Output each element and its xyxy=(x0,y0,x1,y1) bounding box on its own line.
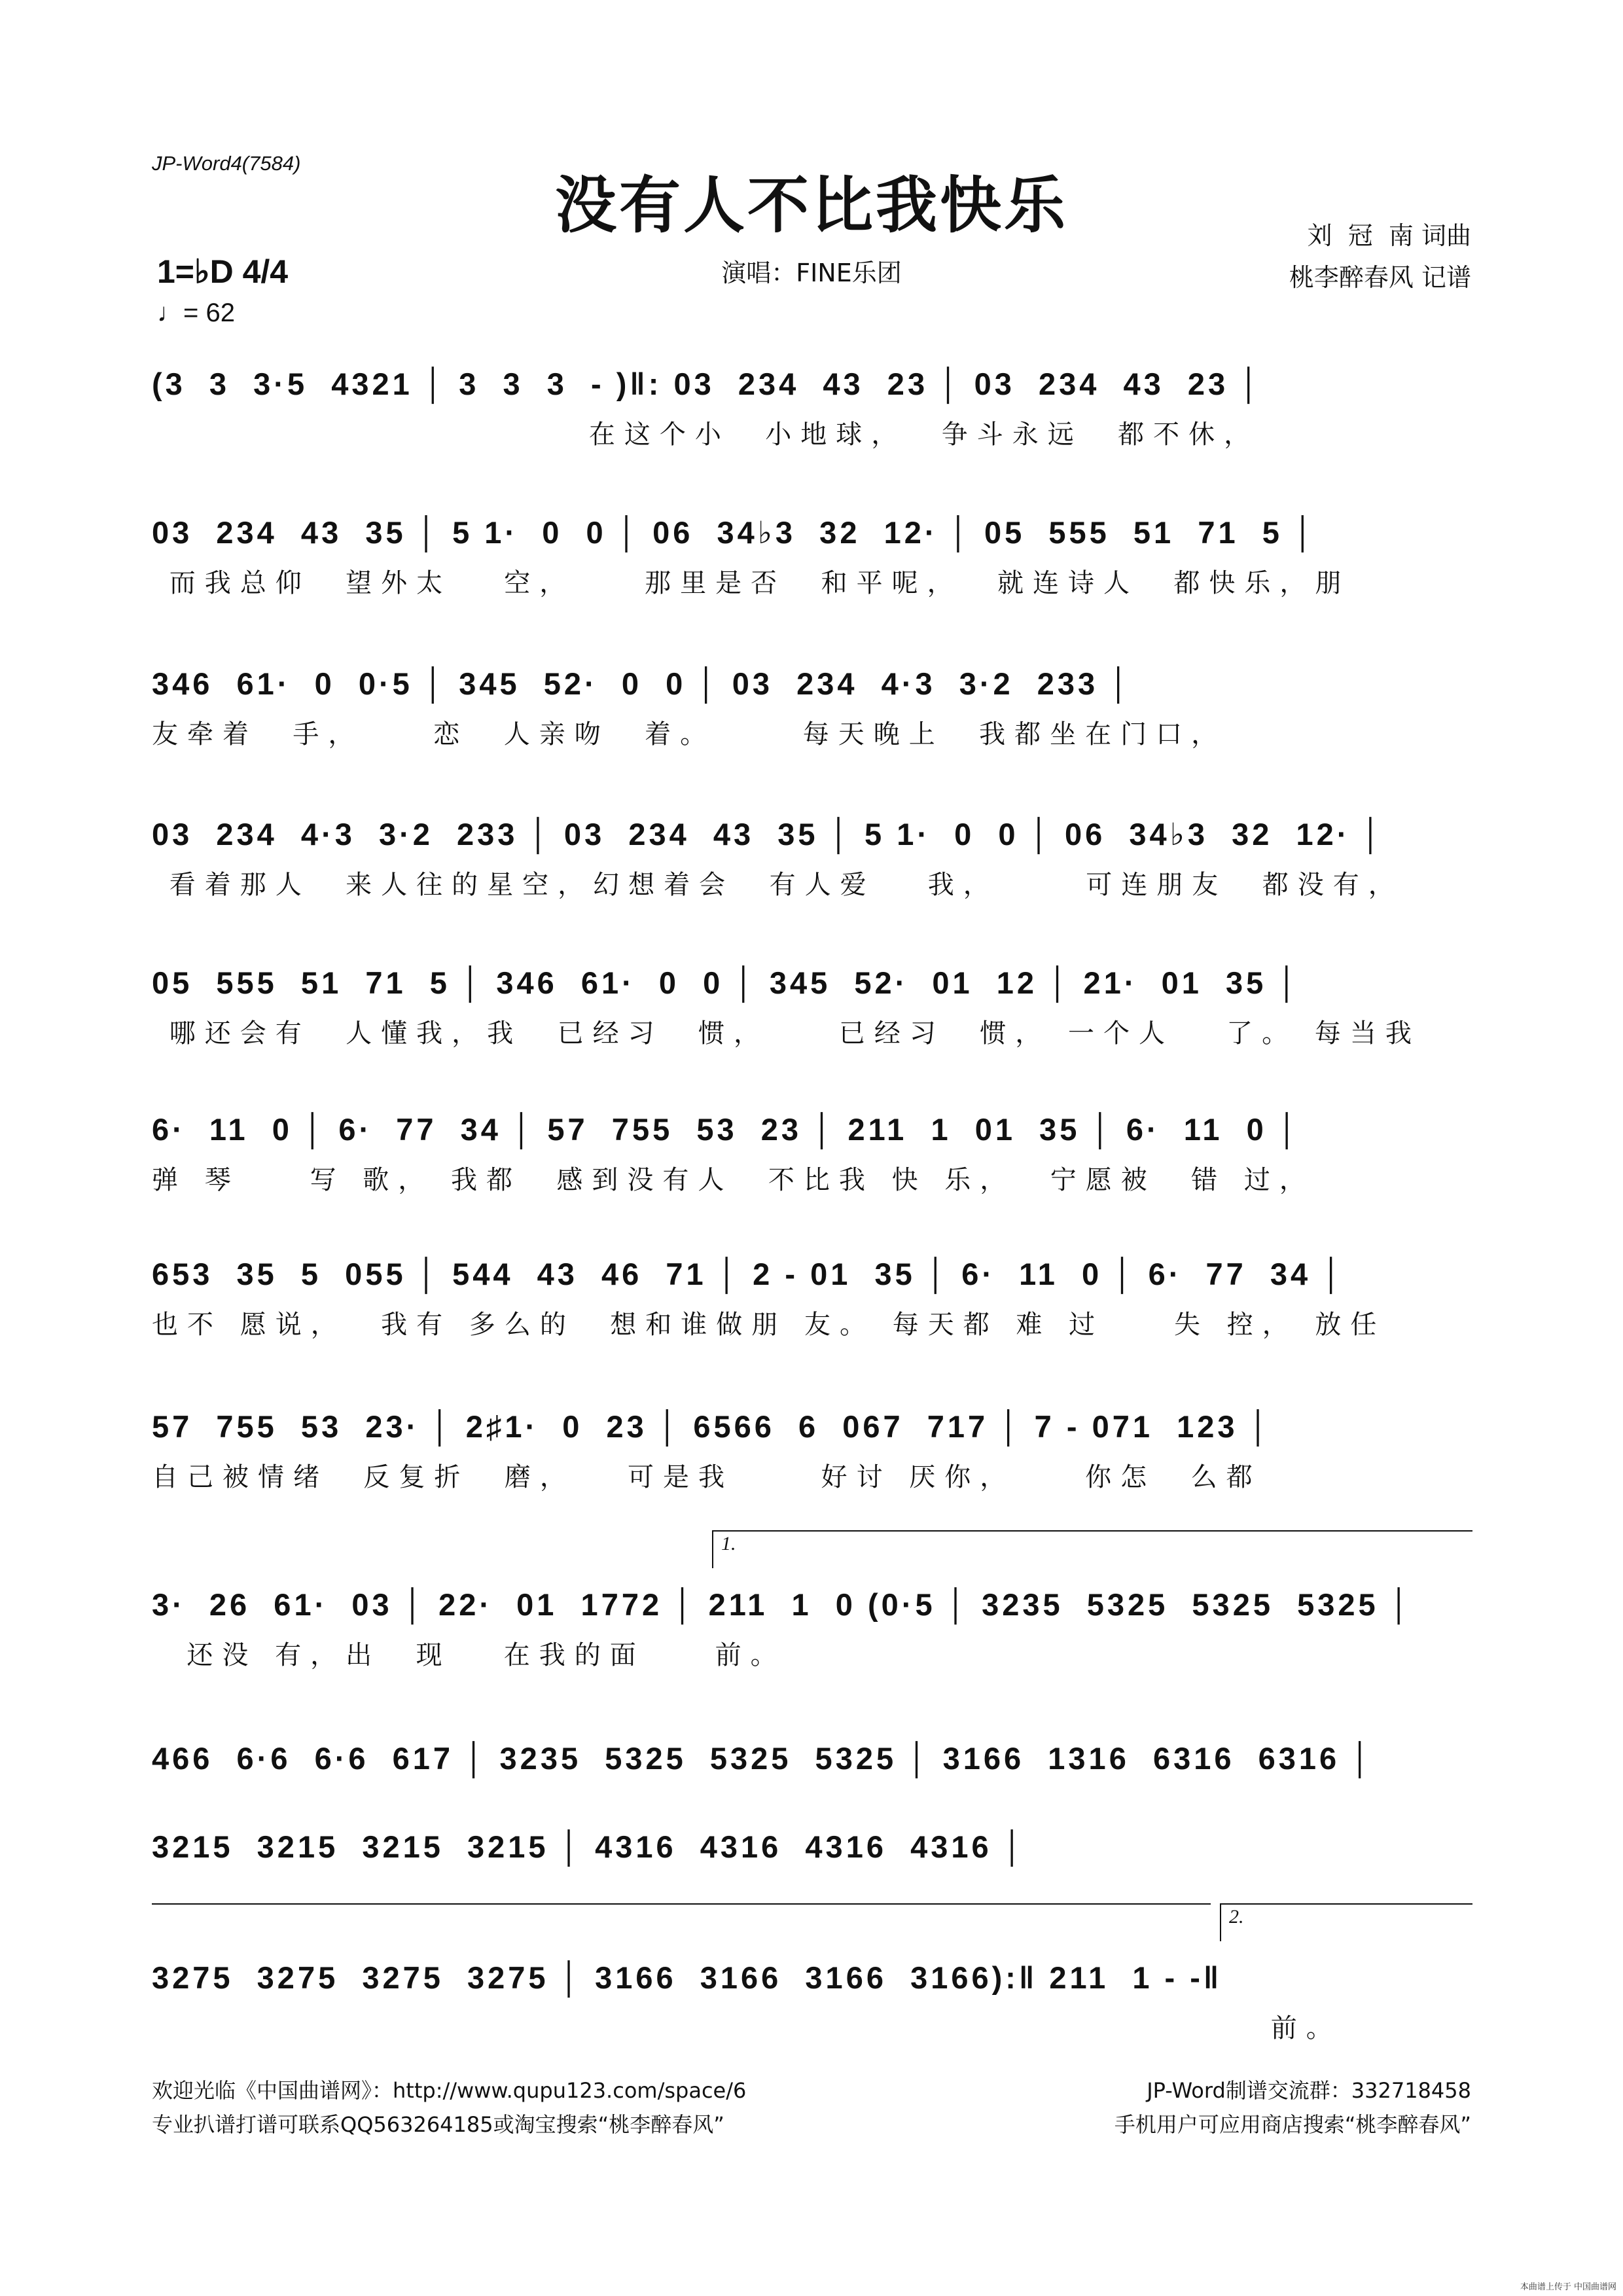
composer-credit: 刘 冠 南 词曲 xyxy=(1307,221,1471,250)
notation-line: 3275 3275 3275 3275 │ 3166 3166 3166 3166):‖ 211 1 - -‖ xyxy=(152,1960,1222,1995)
transcriber-credit: 桃李醉春风 记谱 xyxy=(1289,263,1471,292)
first-ending-label: 1. xyxy=(721,1533,736,1554)
group-number-text: JP-Word制谱交流群：332718458 xyxy=(1147,2078,1471,2103)
score-system xyxy=(152,663,1471,768)
lyrics-line: 而我总仰 望外太 空， 那里是否 和平呢， 就连诗人 都快乐，朋 xyxy=(152,568,1351,598)
lyrics-line: 弹 琴 写 歌， 我都 感到没有人 不比我 快 乐， 宁愿被 错 过， xyxy=(152,1165,1315,1195)
notation-line: 05 555 51 71 5 │ 346 61· 0 0 │ 345 52· 01 12 │ 21· 01 35 │ xyxy=(152,965,1301,1000)
notation-line: 57 755 53 23· │ 2♯1· 0 23 │ 6566 6 067 717 │ 7 - 071 123 │ xyxy=(152,1409,1272,1444)
score-system xyxy=(152,1406,1471,1511)
notation-line: 03 234 43 35 │ 5 1· 0 0 │ 06 34♭3 32 12· │ 05 555 51 71 5 │ xyxy=(152,515,1317,550)
notation-line: (3 3 3·5 4321 │ 3 3 3 - )‖: 03 234 43 23 │ 03 234 43 23 │ xyxy=(152,367,1263,401)
app-search-text: 手机用户可应用商店搜索“桃李醉春风” xyxy=(1114,2112,1471,2137)
first-ending-bracket xyxy=(712,1530,1472,1568)
score-system xyxy=(152,814,1471,918)
key-signature: 1=♭D 4/4 xyxy=(157,253,289,290)
second-ending-bracket xyxy=(1220,1903,1472,1941)
song-title: 没有人不比我快乐 xyxy=(554,170,1068,242)
site-welcome-text: 欢迎光临《中国曲谱网》：http://www.qupu123.com/space/6 xyxy=(152,2078,747,2103)
bracket-line xyxy=(152,1903,1211,1905)
lyrics-line: 友牵着 手， 恋 人亲吻 着。 每天晚上 我都坐在门口， xyxy=(152,719,1227,749)
score-system xyxy=(152,363,1471,468)
singer-credit: 演唱：FINE乐团 xyxy=(721,259,902,287)
notation-line: 3215 3215 3215 3215 │ 4316 4316 4316 4316 │ xyxy=(152,1829,1027,1864)
notation-line: 466 6·6 6·6 617 │ 3235 5325 5325 5325 │ 3166 1316 6316 6316 │ xyxy=(152,1741,1374,1776)
tempo-marking: ♩= 62 xyxy=(157,298,235,327)
notation-line: 346 61· 0 0·5 │ 345 52· 0 0 │ 03 234 4·3 3·2 233 │ xyxy=(152,666,1133,701)
score-system xyxy=(152,1738,1471,1803)
score-system xyxy=(152,962,1471,1067)
notation-line: 653 35 5 055 │ 544 43 46 71 │ 2 - 01 35 │ 6· 11 0 │ 6· 77 34 │ xyxy=(152,1257,1346,1291)
score-system xyxy=(152,1906,1471,2062)
contact-text: 专业扒谱打谱可联系QQ563264185或淘宝搜索“桃李醉春风” xyxy=(152,2112,724,2137)
software-label: JP-Word4(7584) xyxy=(152,152,301,175)
score-system xyxy=(152,1109,1471,1213)
lyrics-line: 哪还会有 人懂我，我 已经习 惯， 已经习 惯， 一个人 了。 每当我 xyxy=(152,1018,1421,1049)
score-system xyxy=(152,1253,1471,1358)
lyrics-line: 看着那人 来人往的星空，幻想着会 有人爱 我， 可连朋友 都没有， xyxy=(152,870,1404,900)
notation-line: 6· 11 0 │ 6· 77 34 │ 57 755 53 23 │ 211 1 01 35 │ 6· 11 0 │ xyxy=(152,1112,1302,1147)
notation-line: 3· 26 61· 03 │ 22· 01 1772 │ 211 1 0 (0·5 │ 3235 5325 5325 5325 │ xyxy=(152,1587,1414,1622)
footer xyxy=(152,2073,1471,2142)
lyrics-line: 也不 愿说， 我有 多么的 想和谁做朋 友。 每天都 难 过 失 控， 放任 xyxy=(152,1310,1386,1340)
score-system xyxy=(152,1826,1471,1892)
lyrics-line: 前。 xyxy=(152,2013,1342,2043)
lyrics-line: 自己被情绪 反复折 磨， 可是我 好讨 厌你， 你怎 么都 xyxy=(152,1462,1262,1492)
score-system xyxy=(152,1533,1471,1689)
notation-line: 03 234 4·3 3·2 233 │ 03 234 43 35 │ 5 1· 0 0 │ 06 34♭3 32 12· │ xyxy=(152,817,1385,852)
score-system xyxy=(152,512,1471,617)
lyrics-line: 还没 有，出 现 在我的面 前。 xyxy=(152,1640,786,1670)
upload-stamp: 本曲谱上传于 中国曲谱网 xyxy=(1520,2282,1616,2292)
lyrics-line: 在这个小 小地球， 争斗永远 都不休， xyxy=(152,420,1260,450)
second-ending-label: 2. xyxy=(1229,1906,1244,1928)
